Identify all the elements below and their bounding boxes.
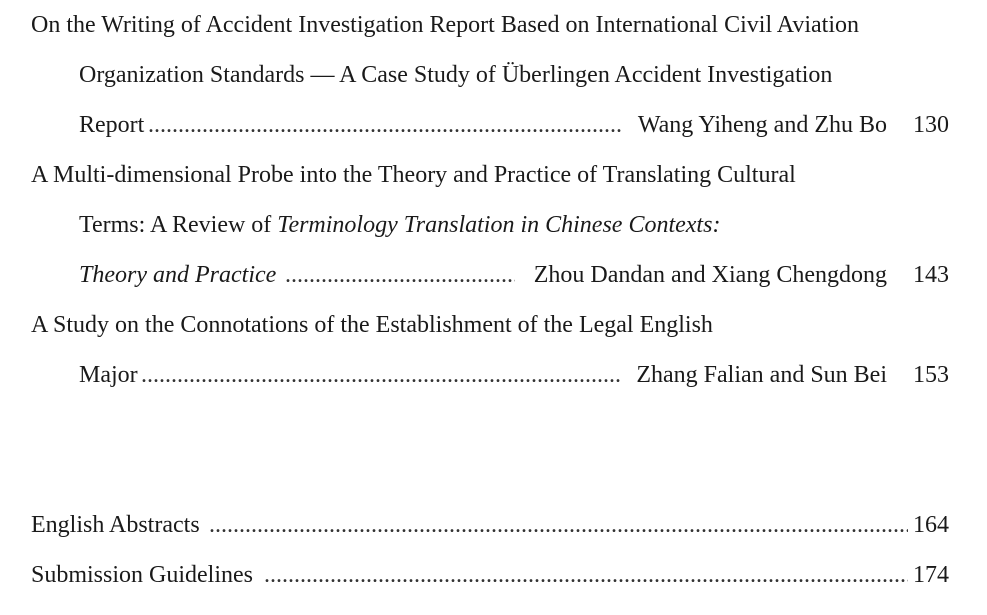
toc-entry-title-continued[interactable] [79, 200, 720, 250]
dot-leader [285, 250, 515, 300]
toc-entry-3-line-1 [0, 300, 987, 350]
toc-entry-page-number[interactable]: 143 [913, 262, 949, 288]
back-matter-title[interactable]: Submission Guidelines [31, 562, 254, 588]
toc-entry-2-line-2 [0, 200, 987, 250]
dot-leader [148, 100, 623, 150]
toc-entry-1-line-2 [0, 50, 987, 100]
toc-entry-title-continued[interactable]: Organization Standards — A Case Study of Überlingen Accident Investigation [79, 62, 833, 88]
toc-entry-page-number[interactable]: 130 [913, 112, 949, 138]
reviewed-book-title: Terminology Translation in Chinese Contexts: [277, 212, 721, 238]
toc-entry-title-continued[interactable]: Report [79, 112, 145, 138]
toc-entry-1-line-1 [0, 0, 987, 50]
toc-entry-title[interactable]: On the Writing of Accident Investigation Report Based on International Civil Aviation [31, 12, 859, 38]
toc-entry-author: Zhou Dandan and Xiang Chengdong [533, 262, 887, 288]
toc-entry-title[interactable]: A Multi-dimensional Probe into the Theory and Practice of Translating Cultural [31, 162, 796, 188]
dot-leader [141, 350, 622, 400]
toc-entry-3-line-2 [0, 350, 987, 400]
review-prefix: Terms: A Review of [79, 212, 278, 238]
toc-entry-author: Zhang Falian and Sun Bei [636, 362, 887, 388]
reviewed-book-title-continued[interactable]: Theory and Practice [79, 262, 277, 288]
toc-entry-title[interactable]: A Study on the Connotations of the Establishment of the Legal English [31, 312, 713, 338]
toc-back-matter-1 [0, 500, 987, 550]
toc-entry-title-continued[interactable]: Major [79, 362, 138, 388]
dot-leader [264, 550, 908, 600]
toc-back-matter-2 [0, 550, 987, 600]
toc-entry-page-number[interactable]: 153 [913, 362, 949, 388]
toc-entry-2-line-3 [0, 250, 987, 300]
toc-entry-1-line-3 [0, 100, 987, 150]
back-matter-page-number[interactable]: 164 [913, 512, 949, 538]
back-matter-title[interactable]: English Abstracts [31, 512, 200, 538]
dot-leader [209, 500, 908, 550]
toc-entry-author: Wang Yiheng and Zhu Bo [637, 112, 887, 138]
back-matter-page-number[interactable]: 174 [913, 562, 949, 588]
toc-entry-2-line-1 [0, 150, 987, 200]
